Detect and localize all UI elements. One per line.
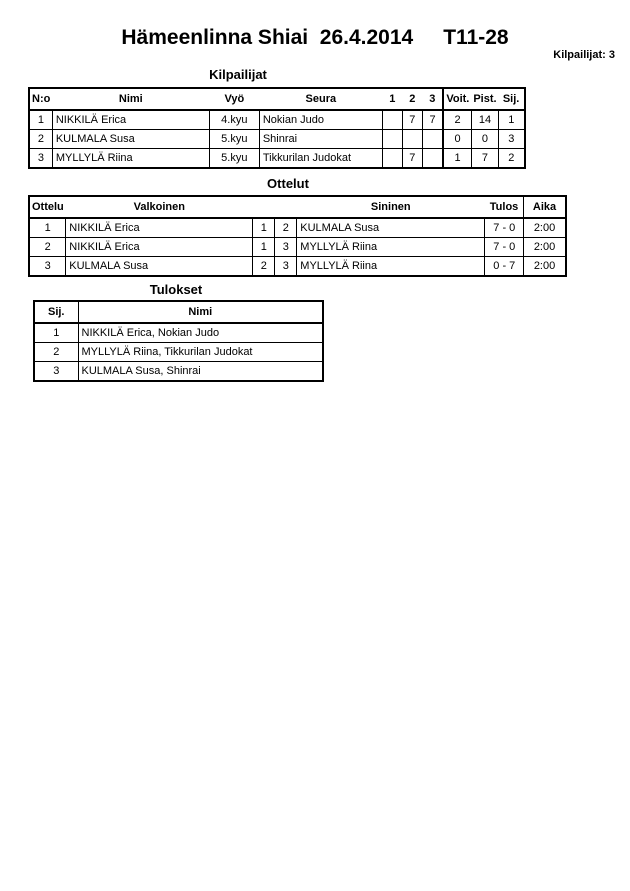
- column-header-nimi: Nimi: [78, 301, 323, 323]
- cell-voit: 1: [443, 149, 471, 169]
- column-header-c2: 2: [402, 88, 422, 110]
- cell-aika: 2:00: [524, 218, 566, 238]
- cell-c1: [382, 110, 402, 130]
- cell-vnum: 1: [253, 218, 275, 238]
- cell-c2: 7: [402, 110, 422, 130]
- cell-sij: 3: [34, 362, 78, 382]
- cell-voit: 2: [443, 110, 471, 130]
- column-header-seura: Seura: [259, 88, 382, 110]
- cell-snum: 3: [275, 257, 297, 277]
- cell-aika: 2:00: [524, 257, 566, 277]
- cell-seura: Nokian Judo: [259, 110, 382, 130]
- cell-sininen: MYLLYLÄ Riina: [297, 257, 485, 277]
- cell-sij: 1: [34, 323, 78, 343]
- cell-c3: [422, 130, 443, 149]
- cell-valkoinen: KULMALA Susa: [66, 257, 253, 277]
- cell-nimi: MYLLYLÄ Riina: [52, 149, 209, 169]
- cell-c3: 7: [422, 110, 443, 130]
- ottelut-table-row: [29, 238, 566, 257]
- column-header-voit: Voit.: [443, 88, 471, 110]
- cell-sij: 2: [34, 343, 78, 362]
- column-header-no: N:o: [29, 88, 52, 110]
- cell-c1: [382, 130, 402, 149]
- cell-valkoinen: NIKKILÄ Erica: [66, 218, 253, 238]
- cell-seura: Tikkurilan Judokat: [259, 149, 382, 169]
- cell-vyo: 4.kyu: [209, 110, 259, 130]
- column-header-aika: Aika: [524, 196, 566, 218]
- cell-c1: [382, 149, 402, 169]
- title-category: T11-28: [443, 26, 509, 49]
- section-heading-tulokset: Tulokset: [149, 282, 203, 297]
- column-header-pist: Pist.: [471, 88, 498, 110]
- kilpailijat-table-row: [29, 130, 525, 149]
- cell-no: 1: [29, 110, 52, 130]
- cell-ottelu: 2: [29, 238, 66, 257]
- kilpailijat-table-row: [29, 149, 525, 169]
- tulokset-table-row: [34, 343, 323, 362]
- cell-vnum: 2: [253, 257, 275, 277]
- column-header-snum: [275, 196, 297, 218]
- competitors-count-label: Kilpailijat: 3: [553, 49, 615, 61]
- ottelut-header-row: [29, 196, 566, 218]
- cell-seura: Shinrai: [259, 130, 382, 149]
- cell-nimi: NIKKILÄ Erica, Nokian Judo: [78, 323, 323, 343]
- column-header-sininen: Sininen: [297, 196, 485, 218]
- cell-nimi: KULMALA Susa, Shinrai: [78, 362, 323, 382]
- cell-no: 2: [29, 130, 52, 149]
- column-header-sij: Sij.: [499, 88, 525, 110]
- cell-tulos: 7 - 0: [485, 238, 524, 257]
- ottelut-table-row: [29, 257, 566, 277]
- tulokset-table: [33, 300, 324, 382]
- column-header-c3: 3: [422, 88, 443, 110]
- cell-nimi: KULMALA Susa: [52, 130, 209, 149]
- column-header-vnum: [253, 196, 275, 218]
- page-title: [0, 26, 630, 50]
- cell-vnum: 1: [253, 238, 275, 257]
- kilpailijat-header-row: [29, 88, 525, 110]
- cell-pist: 7: [471, 149, 498, 169]
- kilpailijat-table: [28, 87, 526, 169]
- cell-nimi: MYLLYLÄ Riina, Tikkurilan Judokat: [78, 343, 323, 362]
- cell-voit: 0: [443, 130, 471, 149]
- column-header-vyo: Vyö: [209, 88, 259, 110]
- cell-sininen: MYLLYLÄ Riina: [297, 238, 485, 257]
- cell-sininen: KULMALA Susa: [297, 218, 485, 238]
- column-header-valkoinen: Valkoinen: [66, 196, 253, 218]
- cell-c3: [422, 149, 443, 169]
- section-heading-ottelut: Ottelut: [267, 176, 309, 191]
- cell-valkoinen: NIKKILÄ Erica: [66, 238, 253, 257]
- column-header-sij: Sij.: [34, 301, 78, 323]
- cell-ottelu: 3: [29, 257, 66, 277]
- ottelut-table-row: [29, 218, 566, 238]
- cell-vyo: 5.kyu: [209, 130, 259, 149]
- cell-tulos: 0 - 7: [485, 257, 524, 277]
- title-event: Hämeenlinna Shiai 26.4.2014: [121, 26, 414, 49]
- cell-sij: 1: [499, 110, 525, 130]
- cell-sij: 2: [499, 149, 525, 169]
- tulokset-header-row: [34, 301, 323, 323]
- cell-aika: 2:00: [524, 238, 566, 257]
- cell-pist: 14: [471, 110, 498, 130]
- column-header-c1: 1: [382, 88, 402, 110]
- cell-snum: 3: [275, 238, 297, 257]
- column-header-nimi: Nimi: [52, 88, 209, 110]
- column-header-ottelu: Ottelu: [29, 196, 66, 218]
- cell-nimi: NIKKILÄ Erica: [52, 110, 209, 130]
- kilpailijat-table-row: [29, 110, 525, 130]
- cell-ottelu: 1: [29, 218, 66, 238]
- cell-tulos: 7 - 0: [485, 218, 524, 238]
- tulokset-table-row: [34, 362, 323, 382]
- cell-vyo: 5.kyu: [209, 149, 259, 169]
- cell-pist: 0: [471, 130, 498, 149]
- ottelut-table: [28, 195, 567, 277]
- cell-no: 3: [29, 149, 52, 169]
- cell-c2: [402, 130, 422, 149]
- column-header-tulos: Tulos: [485, 196, 524, 218]
- section-heading-kilpailijat: Kilpailijat: [209, 67, 267, 82]
- cell-sij: 3: [499, 130, 525, 149]
- cell-c2: 7: [402, 149, 422, 169]
- cell-snum: 2: [275, 218, 297, 238]
- tulokset-table-row: [34, 323, 323, 343]
